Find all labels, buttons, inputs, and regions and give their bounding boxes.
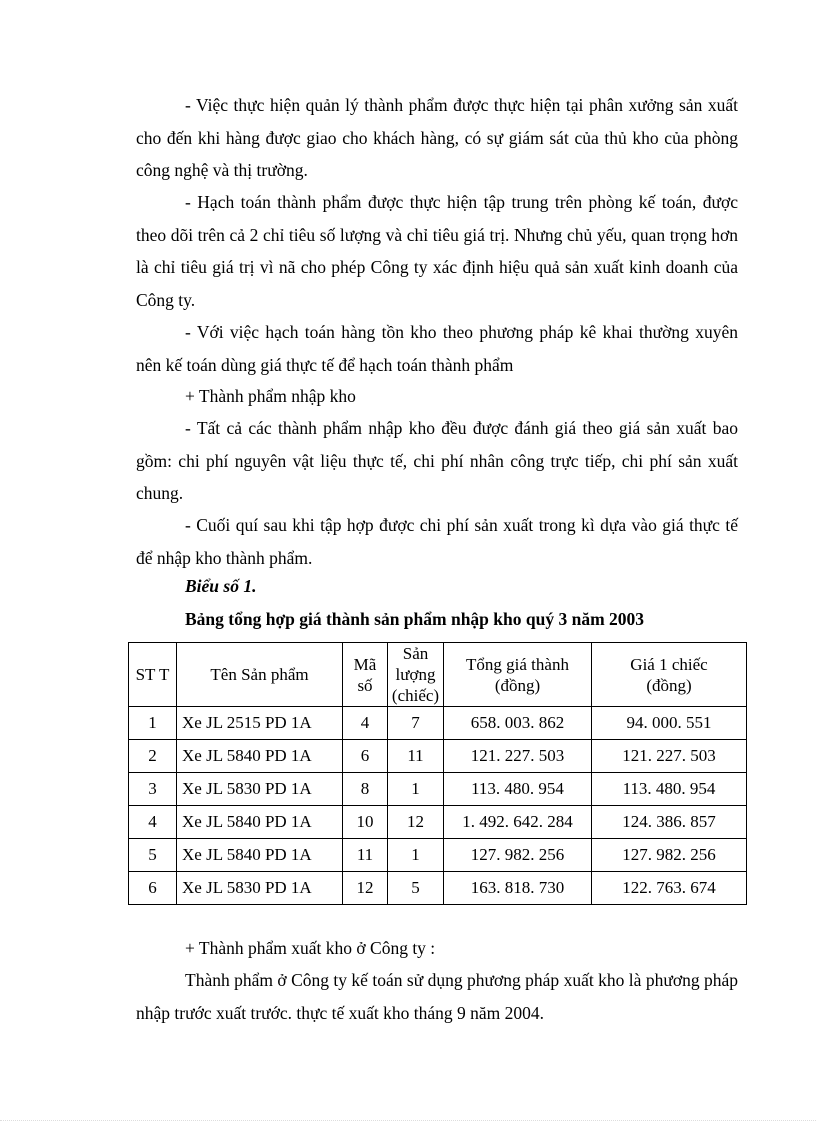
cell-unit-cost: 94. 000. 551 xyxy=(592,707,747,740)
table-row xyxy=(129,872,747,905)
table-row xyxy=(129,806,747,839)
cell-stt: 6 xyxy=(129,872,177,905)
cell-total-cost: 127. 982. 256 xyxy=(444,839,592,872)
cell-stt: 5 xyxy=(129,839,177,872)
cell-product-name: Xe JL 2515 PD 1A xyxy=(177,707,343,740)
paragraph-fifo-method: Thành phẩm ở Công ty kế toán sử dụng phương pháp xuất kho là phương pháp nhập trước xuất trước. thực tế xuất kho tháng 9 năm 2004. xyxy=(136,970,738,1023)
header-product-name: Tên Sản phẩm xyxy=(177,643,343,707)
paragraph-inventory-method: - Với việc hạch toán hàng tồn kho theo phương pháp kê khai thường xuyên nên kế toán dùng giá thực tế để hạch toán thành phẩm xyxy=(136,322,738,375)
cell-total-cost: 163. 818. 730 xyxy=(444,872,592,905)
cell-stt: 2 xyxy=(129,740,177,773)
table-row xyxy=(129,707,747,740)
cell-code: 10 xyxy=(343,806,388,839)
paragraph-goods-receipt-heading: + Thành phẩm nhập kho xyxy=(185,386,356,406)
cell-code: 8 xyxy=(343,773,388,806)
cell-product-name: Xe JL 5830 PD 1A xyxy=(177,872,343,905)
figure-label: Biểu số 1. xyxy=(185,576,257,596)
table-header-row xyxy=(129,643,747,707)
cell-unit-cost: 113. 480. 954 xyxy=(592,773,747,806)
paragraph-valuation: - Tất cả các thành phẩm nhập kho đều được đánh giá theo giá sản xuất bao gồm: chi phí nguyên vật liệu thực tế, chi phí nhân công trực tiếp, chi phí sản xuất chung. xyxy=(136,418,738,503)
paragraph-quarter-end: - Cuối quí sau khi tập hợp được chi phí sản xuất trong kì dựa vào giá thực tế để nhập kho thành phẩm. xyxy=(136,515,738,568)
cell-code: 12 xyxy=(343,872,388,905)
cell-quantity: 5 xyxy=(388,872,444,905)
cost-summary-table xyxy=(128,642,747,905)
cell-quantity: 7 xyxy=(388,707,444,740)
header-total-cost: Tổng giá thành (đồng) xyxy=(444,643,592,707)
header-unit-cost: Giá 1 chiếc (đồng) xyxy=(592,643,747,707)
cell-total-cost: 113. 480. 954 xyxy=(444,773,592,806)
cell-product-name: Xe JL 5830 PD 1A xyxy=(177,773,343,806)
cell-stt: 1 xyxy=(129,707,177,740)
header-quantity: Sản lượng (chiếc) xyxy=(388,643,444,707)
table-row xyxy=(129,839,747,872)
cell-product-name: Xe JL 5840 PD 1A xyxy=(177,806,343,839)
cell-code: 4 xyxy=(343,707,388,740)
table-row xyxy=(129,740,747,773)
cell-quantity: 12 xyxy=(388,806,444,839)
cell-quantity: 1 xyxy=(388,773,444,806)
cell-stt: 4 xyxy=(129,806,177,839)
cell-stt: 3 xyxy=(129,773,177,806)
cell-code: 11 xyxy=(343,839,388,872)
table-title: Bảng tổng hợp giá thành sản phẩm nhập kho quý 3 năm 2003 xyxy=(185,609,645,629)
header-stt: ST T xyxy=(129,643,177,707)
cell-total-cost: 658. 003. 862 xyxy=(444,707,592,740)
cell-unit-cost: 122. 763. 674 xyxy=(592,872,747,905)
paragraph-accounting-centralized: - Hạch toán thành phẩm được thực hiện tập trung trên phòng kế toán, được theo dõi trên cả 2 chỉ tiêu số lượng và chỉ tiêu giá trị. Nhưng chủ yếu, quan trọng hơn là chỉ tiêu giá trị vì nã cho phép Công ty xác định hiệu quả sản xuất kinh doanh của Công ty. xyxy=(136,192,738,310)
cell-unit-cost: 127. 982. 256 xyxy=(592,839,747,872)
header-code: Mã số xyxy=(343,643,388,707)
page-bottom-divider xyxy=(0,1120,816,1121)
paragraph-goods-issue-heading: + Thành phẩm xuất kho ở Công ty : xyxy=(185,938,436,958)
cell-product-name: Xe JL 5840 PD 1A xyxy=(177,839,343,872)
cell-code: 6 xyxy=(343,740,388,773)
cell-total-cost: 121. 227. 503 xyxy=(444,740,592,773)
cell-quantity: 11 xyxy=(388,740,444,773)
cell-unit-cost: 121. 227. 503 xyxy=(592,740,747,773)
cell-unit-cost: 124. 386. 857 xyxy=(592,806,747,839)
cell-quantity: 1 xyxy=(388,839,444,872)
cell-total-cost: 1. 492. 642. 284 xyxy=(444,806,592,839)
cell-product-name: Xe JL 5840 PD 1A xyxy=(177,740,343,773)
table-row xyxy=(129,773,747,806)
paragraph-finished-goods-management: - Việc thực hiện quản lý thành phẩm được thực hiện tại phân xưởng sản xuất cho đến khi hàng được giao cho khách hàng, có sự giám sát của thủ kho của phòng công nghệ và thị trường. xyxy=(136,95,738,180)
